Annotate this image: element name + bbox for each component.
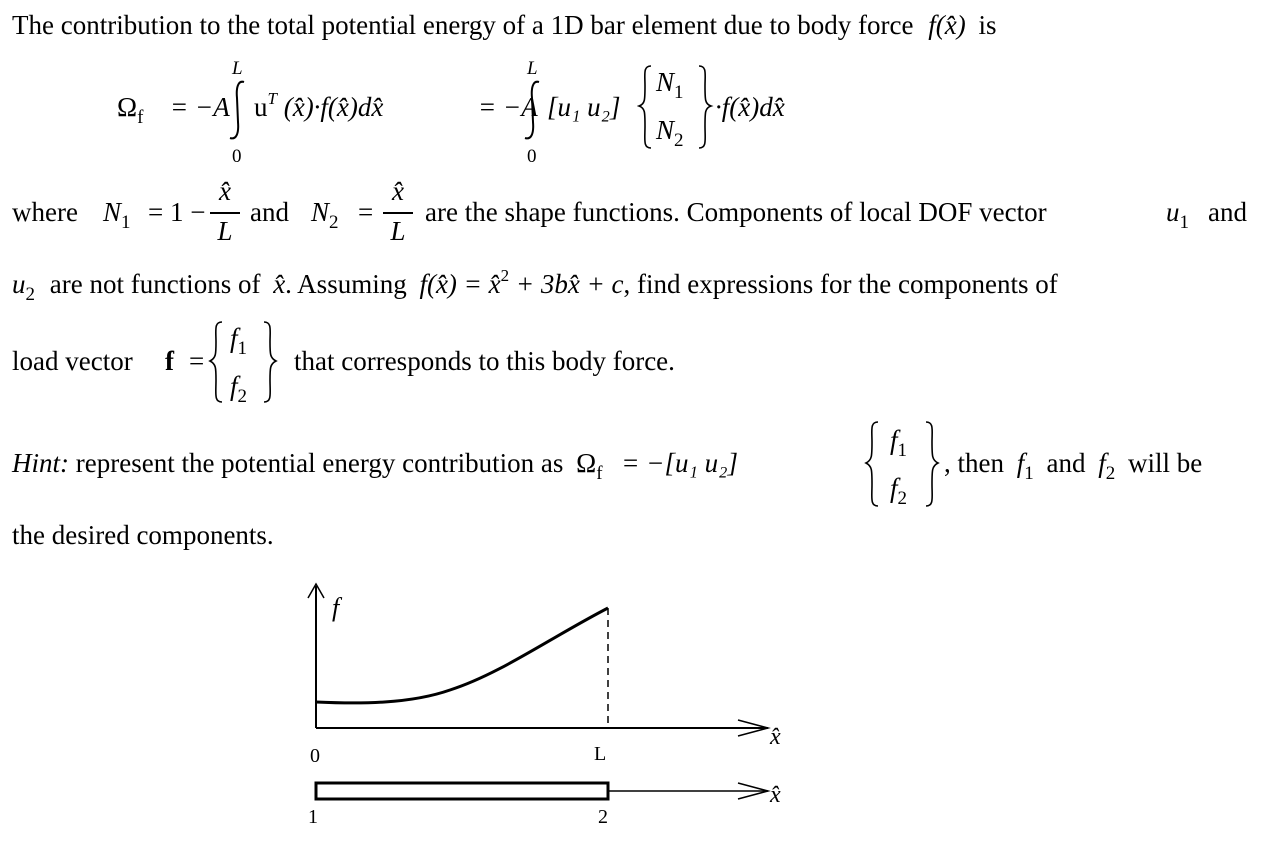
L-label: L	[594, 743, 607, 765]
frac1-bar	[210, 212, 240, 214]
frac2-den: L	[390, 216, 406, 246]
u2-symbol	[12, 269, 35, 305]
u2-letter: u	[12, 269, 26, 299]
f2-letter: f	[230, 371, 238, 401]
N1-eq-text: = 1 −	[148, 197, 206, 227]
omega-lhs	[117, 91, 143, 127]
N2-def-subscript: 2	[329, 212, 339, 233]
equation-tail: ·f(x̂)dx̂	[715, 92, 785, 122]
N2-equals: =	[358, 197, 374, 227]
load-vector-equals: =	[189, 346, 205, 376]
N1-def-symbol: N	[103, 197, 122, 227]
hint-f1-inline-sub: 1	[1024, 463, 1034, 484]
hint-omega: Ω	[576, 448, 597, 478]
x-axis-label: x̂	[770, 724, 781, 750]
u1-letter: u	[1166, 197, 1180, 227]
upper-limit-1: L	[232, 58, 243, 79]
para2-line	[12, 268, 1058, 304]
N2-symbol: N	[656, 115, 675, 145]
intro-text: The contribution to the total potential energy of a 1D bar element due to body force	[12, 10, 914, 40]
N2-entry	[656, 114, 684, 150]
hint-then: , then	[944, 448, 1004, 478]
N1-symbol: N	[656, 67, 675, 97]
transpose-sup: T	[267, 89, 277, 108]
square-sup: 2	[500, 266, 510, 285]
hint-row-vector: = −[u₁ u₂]	[621, 448, 738, 478]
N2-subscript: 2	[674, 130, 684, 151]
fraction-xhat-over-L-2	[383, 176, 413, 256]
equals-minus-A-1	[170, 91, 230, 123]
polynomial-tail: + 3bx̂ + c	[515, 269, 624, 299]
hint-f2-inline-sub: 2	[1105, 463, 1116, 484]
frac2-bar	[383, 212, 413, 214]
hint-f1-letter: f	[890, 425, 898, 455]
and-text-1: and	[250, 197, 289, 227]
body-force-expression: f(x̂) = x̂	[419, 269, 501, 299]
force-curve	[316, 608, 608, 703]
hint-f1-inline-letter: f	[1016, 448, 1025, 478]
bar-element	[316, 783, 608, 799]
N1-definition	[103, 196, 131, 232]
N2-definition	[311, 196, 339, 232]
upper-limit-2: L	[527, 58, 538, 79]
eq2-text: = −A	[478, 92, 538, 122]
lower-limit-1: 0	[232, 146, 242, 167]
frac1-den: L	[217, 216, 233, 246]
hint-line-end	[944, 447, 1202, 483]
hint-will-be: will be	[1128, 448, 1203, 478]
node-2-label: 2	[598, 806, 608, 828]
hint-f2-letter: f	[890, 473, 898, 503]
u1-symbol	[1166, 196, 1189, 232]
frac2-num: x̂	[392, 176, 404, 206]
f1-letter: f	[230, 323, 238, 353]
integrand-1	[254, 91, 383, 127]
bar-axis-label: x̂	[770, 782, 781, 808]
node-1-label: 1	[308, 806, 318, 828]
row-vector-u: [u₁ u₂]	[547, 92, 621, 122]
integrand-1-arg: (x̂)·f(x̂)dx̂	[283, 92, 384, 122]
hint-f2-entry	[890, 472, 907, 508]
N1-def-subscript: 1	[121, 212, 131, 233]
and-text-2: and	[1208, 197, 1247, 227]
y-axis-label: f	[332, 593, 340, 622]
hint-f1-subscript: 1	[897, 440, 908, 461]
f2-entry	[230, 370, 247, 406]
u-vector: u	[254, 92, 268, 122]
fraction-xhat-over-L-1	[210, 176, 240, 256]
load-vector-braces	[208, 318, 288, 406]
f1-entry	[230, 322, 247, 358]
eq1-text: = −A	[170, 92, 230, 122]
N1-subscript: 1	[674, 82, 684, 103]
corresponds-text: that corresponds to this body force.	[294, 346, 675, 376]
hint-text: represent the potential energy contribution as	[75, 448, 564, 478]
integral-sign-2	[521, 78, 545, 142]
intro-line	[12, 9, 996, 41]
xhat-symbol: x̂	[273, 269, 286, 299]
find-text: , find expressions for the components of	[623, 269, 1058, 299]
shape-functions-text: are the shape functions. Components of local DOF vector	[425, 197, 1047, 227]
u1-subscript: 1	[1179, 212, 1189, 233]
hint-and: and	[1046, 448, 1086, 478]
omega-symbol: Ω	[117, 92, 138, 122]
intro-is: is	[978, 10, 997, 40]
hint-f2-inline-letter: f	[1098, 448, 1106, 478]
hint-omega-sub: f	[596, 463, 603, 484]
hint-f1-entry	[890, 424, 907, 460]
origin-label: 0	[310, 745, 320, 767]
load-vector-symbol: f	[165, 346, 174, 376]
hint-f1-inline	[1016, 448, 1034, 484]
not-functions-text: are not functions of	[49, 269, 261, 299]
body-force-figure	[290, 580, 810, 830]
f1-subscript: 1	[237, 338, 248, 359]
hint-line	[12, 447, 738, 483]
frac1-num: x̂	[219, 176, 231, 206]
hint-f2-inline	[1098, 448, 1116, 484]
assuming-text: . Assuming	[285, 269, 407, 299]
where-text: where	[12, 197, 78, 227]
N1-entry	[656, 66, 684, 102]
hint-label: Hint:	[12, 448, 69, 478]
lower-limit-2: 0	[527, 146, 537, 167]
hint-f2-subscript: 2	[897, 488, 908, 509]
omega-subscript: f	[137, 107, 144, 128]
u2-subscript: 2	[25, 284, 35, 305]
hint-line-2: the desired components.	[12, 520, 274, 550]
integral-sign-1	[226, 78, 250, 142]
load-vector-text: load vector	[12, 346, 133, 376]
f2-subscript: 2	[237, 386, 248, 407]
body-force-symbol: f(x̂)	[928, 10, 966, 40]
N2-def-symbol: N	[311, 197, 330, 227]
